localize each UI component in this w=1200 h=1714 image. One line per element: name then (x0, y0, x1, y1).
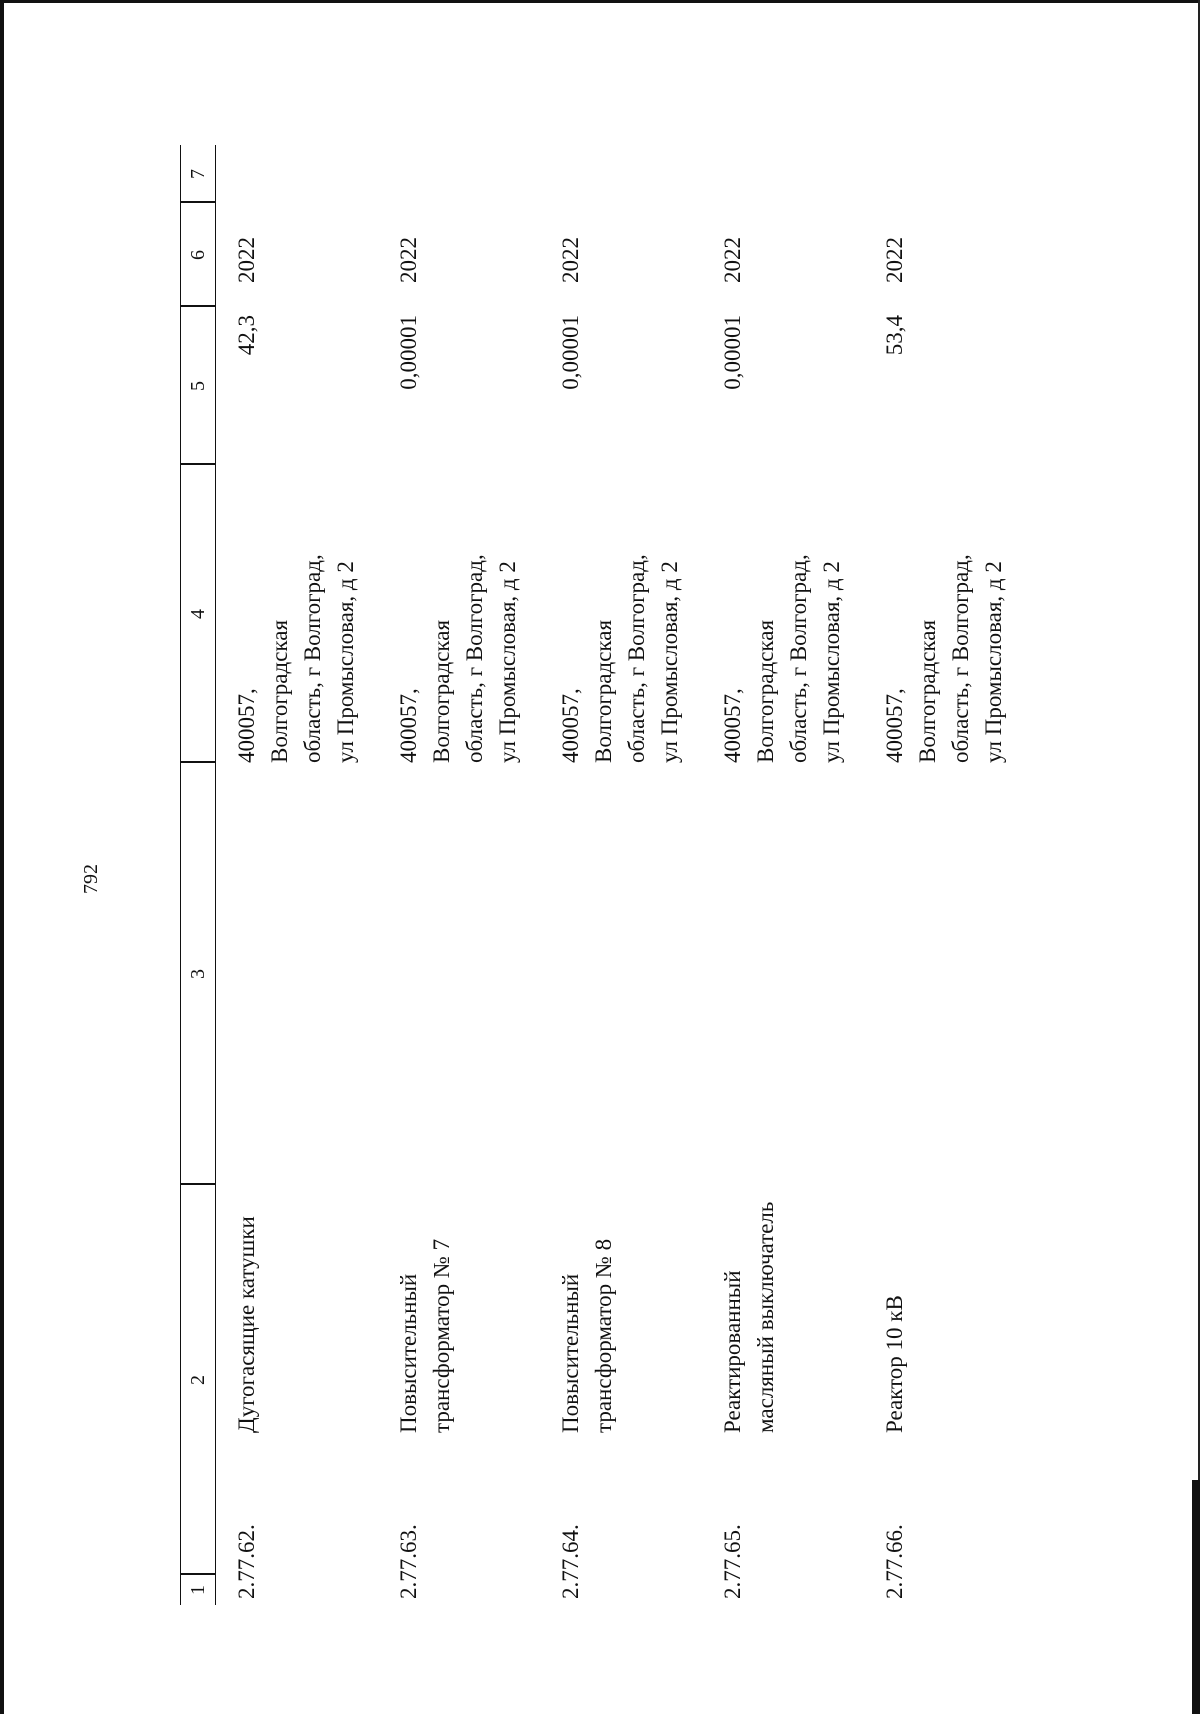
row-name-line: масляный выключатель (753, 1201, 778, 1433)
row-name-line: трансформатор № 8 (591, 1238, 616, 1433)
row-address-line: 400057, (234, 688, 259, 763)
page-number: 792 (80, 864, 102, 894)
row-name (554, 913, 620, 1433)
table-body (216, 145, 1026, 1605)
header-col-4: 4 (187, 609, 209, 619)
row-value: 0,00001 (720, 315, 745, 390)
header-col-5: 5 (187, 381, 209, 391)
row-name-line: трансформатор № 7 (429, 1238, 454, 1433)
row-number: 2.77.64. (558, 1524, 583, 1599)
row-number: 2.77.66. (882, 1524, 907, 1599)
row-address-line: ул Промысловая, д 2 (333, 561, 358, 763)
row-name-line: Дугогасящие катушки (234, 1216, 259, 1433)
row-address-line: Волгоградская (915, 619, 940, 763)
row-address-line: 400057, (720, 688, 745, 763)
header-col-3: 3 (187, 969, 209, 979)
row-address-line: 400057, (882, 688, 907, 763)
row-name-line: Реактор 10 кВ (882, 1295, 907, 1433)
row-address-line: Волгоградская (267, 619, 292, 763)
row-year: 2022 (234, 237, 259, 283)
row-name-line: Реактированный (720, 1270, 745, 1433)
row-address-line: 400057, (558, 688, 583, 763)
row-name (878, 913, 911, 1433)
row-address-line: ул Промысловая, д 2 (495, 561, 520, 763)
row-address-line: 400057, (396, 688, 421, 763)
row-address-line: ул Промысловая, д 2 (981, 561, 1006, 763)
header-col-1: 1 (187, 1585, 209, 1595)
row-address-line: Волгоградская (429, 619, 454, 763)
row-year: 2022 (558, 237, 583, 283)
row-address (716, 463, 848, 763)
row-year: 2022 (882, 237, 907, 283)
row-value: 0,00001 (558, 315, 583, 390)
row-name (392, 913, 458, 1433)
row-address-line: область, г Волгоград, (462, 554, 487, 763)
row-value: 53,4 (882, 315, 907, 356)
row-year: 2022 (396, 237, 421, 283)
row-address-line: ул Промысловая, д 2 (657, 561, 682, 763)
row-name (716, 913, 782, 1433)
row-number: 2.77.62. (234, 1524, 259, 1599)
table-row (540, 145, 702, 1605)
row-address (878, 463, 1010, 763)
row-address-line: ул Промысловая, д 2 (819, 561, 844, 763)
row-address (392, 463, 524, 763)
row-name-line: Повысительный (558, 1273, 583, 1433)
row-name-line: Повысительный (396, 1273, 421, 1433)
table-row (378, 145, 540, 1605)
table-row (702, 145, 864, 1605)
row-number: 2.77.65. (720, 1524, 745, 1599)
row-address-line: область, г Волгоград, (624, 554, 649, 763)
table-row (864, 145, 1026, 1605)
data-table (180, 145, 1026, 1605)
row-year: 2022 (720, 237, 745, 283)
row-address-line: Волгоградская (753, 619, 778, 763)
row-value: 42,3 (234, 315, 259, 356)
header-col-2: 2 (187, 1375, 209, 1385)
row-address-line: область, г Волгоград, (300, 554, 325, 763)
table-header (180, 145, 216, 1605)
row-address-line: Волгоградская (591, 619, 616, 763)
row-number: 2.77.63. (396, 1524, 421, 1599)
table-row (216, 145, 378, 1605)
row-address-line: область, г Волгоград, (786, 554, 811, 763)
row-address (554, 463, 686, 763)
row-value: 0,00001 (396, 315, 421, 390)
row-address (230, 463, 362, 763)
row-address-line: область, г Волгоград, (948, 554, 973, 763)
header-col-7: 7 (187, 169, 209, 179)
header-col-6: 6 (187, 250, 209, 260)
row-name (230, 913, 263, 1433)
